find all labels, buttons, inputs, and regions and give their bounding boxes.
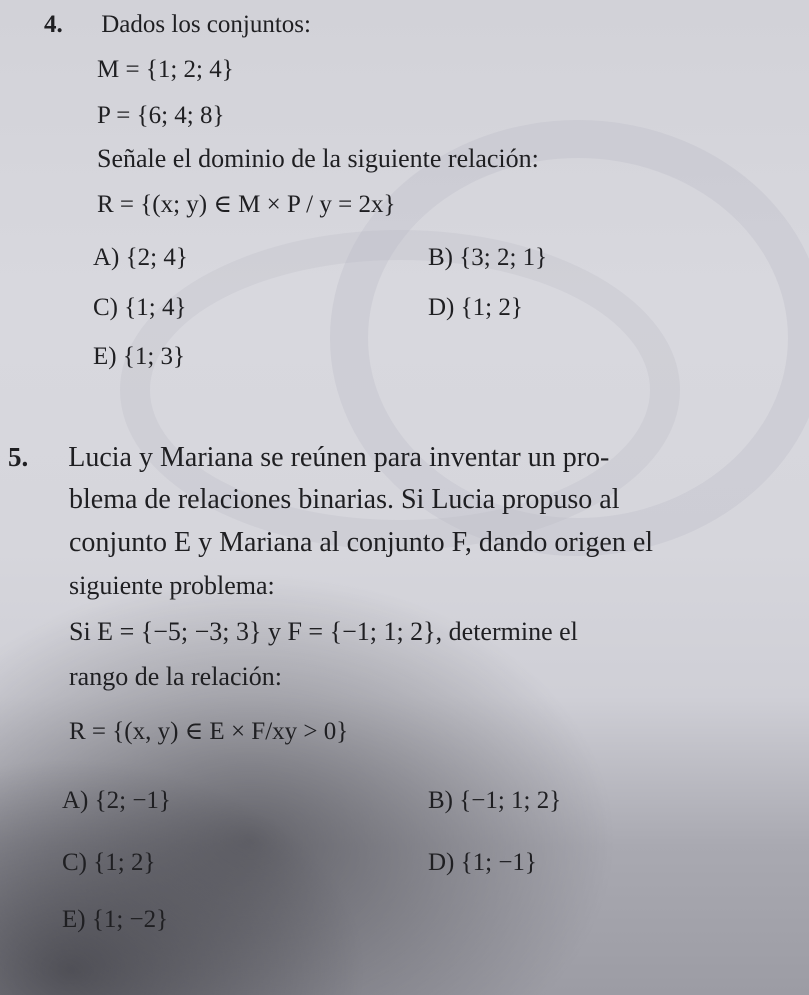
option-a[interactable]: A) {2; 4} (93, 244, 188, 271)
question-4-header (44, 10, 311, 40)
set-p: P = {6; 4; 8} (97, 102, 225, 129)
question-text: Lucia y Mariana se reúnen para inventar un pro- (68, 442, 610, 473)
question-number: 5. (8, 442, 29, 472)
question-number: 4. (44, 11, 63, 38)
option-e[interactable]: E) {1; 3} (93, 343, 186, 370)
option-b[interactable]: B) {3; 2; 1} (428, 244, 548, 271)
question-intro: Dados los conjuntos: (101, 11, 311, 38)
relation: R = {(x, y) ∈ E × F/xy > 0} (69, 718, 349, 745)
question-5-line-3: conjunto E y Mariana al conjunto F, dando origen el (69, 527, 654, 558)
option-c[interactable]: C) {1; 4} (93, 294, 187, 321)
option-a[interactable]: A) {2; −1} (62, 787, 171, 814)
set-m: M = {1; 2; 4} (97, 56, 234, 83)
question-5-line-4: siguiente problema: (69, 571, 275, 600)
option-d[interactable]: D) {1; 2} (428, 294, 523, 321)
question-5-line-1 (8, 440, 609, 475)
option-e[interactable]: E) {1; −2} (62, 906, 169, 933)
question-5-line-2: blema de relaciones binarias. Si Lucia propuso al (69, 484, 620, 515)
question-5-line-6: rango de la relación: (69, 662, 282, 691)
option-c[interactable]: C) {1; 2} (62, 849, 156, 876)
question-prompt: Señale el dominio de la siguiente relación: (97, 144, 539, 173)
option-d[interactable]: D) {1; −1} (428, 849, 537, 876)
question-5-line-5: Si E = {−5; −3; 3} y F = {−1; 1; 2}, determine el (69, 617, 578, 646)
option-b[interactable]: B) {−1; 1; 2} (428, 787, 562, 814)
relation: R = {(x; y) ∈ M × P / y = 2x} (97, 191, 396, 218)
